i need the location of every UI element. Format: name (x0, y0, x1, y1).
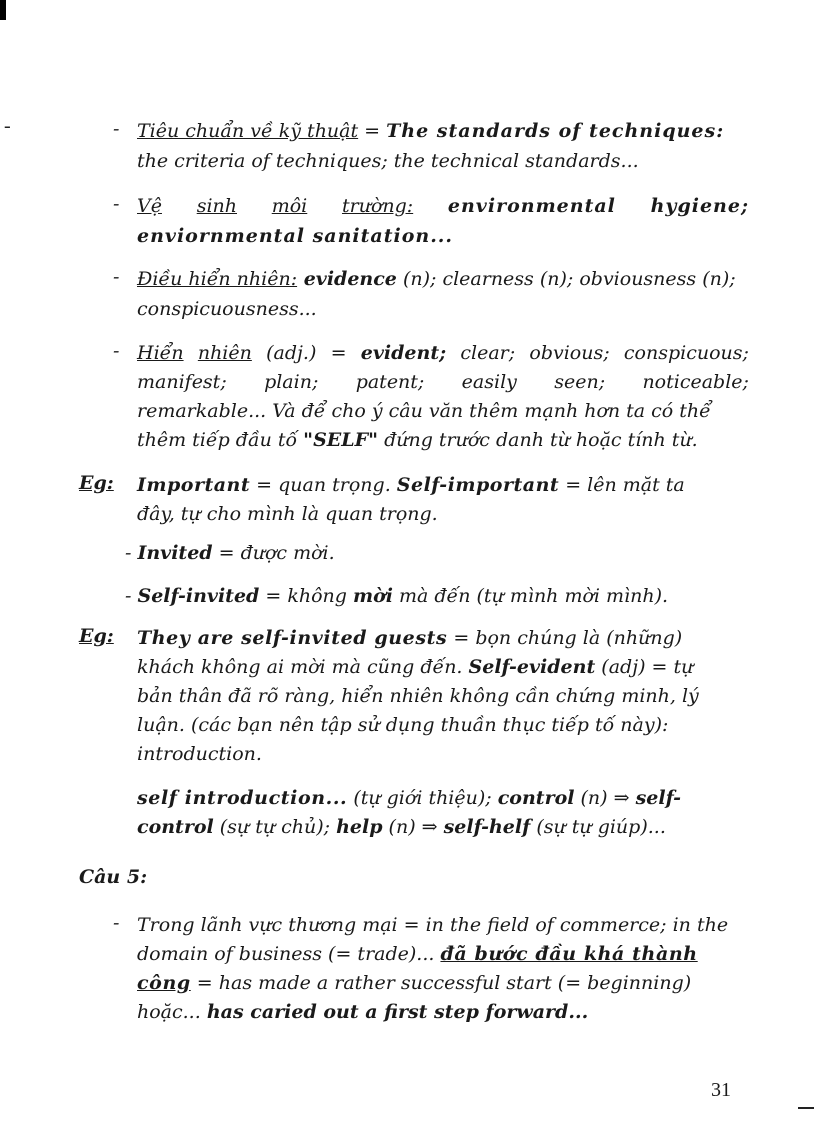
entry-line: Tiêu chuẩn về kỹ thuật = The standards of techniques: (137, 120, 725, 142)
bullet-dash: - (113, 340, 120, 362)
entry-line: remarkable... Và để cho ý câu văn thêm mạnh hơn ta có thể (137, 400, 711, 422)
entry-line: domain of business (= trade)... đã bước đầu khá thành (137, 943, 698, 965)
entry-line: Vệ sinh môi trường: environmental hygiene; (137, 195, 749, 217)
example-label: Eg: (79, 625, 114, 647)
scan-mark: - (4, 115, 11, 137)
example-label: Eg: (79, 472, 114, 494)
bullet-dash: - (113, 118, 120, 140)
example-line: bản thân đã rõ ràng, hiển nhiên không cần chứng minh, lý (137, 685, 699, 707)
entry-line: the criteria of techniques; the technical standards... (137, 150, 639, 172)
entry-line: hoặc... has caried out a first step forward... (137, 1001, 589, 1023)
section-heading: Câu 5: (79, 866, 148, 888)
entry-line: manifest; plain; patent; easily seen; noticeable; (137, 371, 749, 393)
scan-mark (798, 1107, 814, 1109)
entry-line: Trong lãnh vực thương mại = in the field of commerce; in the (137, 914, 729, 936)
entry-line: Điều hiển nhiên: evidence (n); clearness (n); obviousness (n); (137, 268, 736, 290)
example-line: - Self-invited = không mời mà đến (tự mình mời mình). (125, 585, 669, 607)
example-line: luận. (các bạn nên tập sử dụng thuần thục tiếp tố này): (137, 714, 669, 736)
page-number: 31 (711, 1079, 731, 1101)
bullet-dash: - (113, 266, 120, 288)
example-line: đây, tự cho mình là quan trọng. (137, 503, 438, 525)
scan-edge-mark (0, 0, 6, 20)
english-term: The standards of techniques: (386, 120, 725, 142)
entry-line: conspicuousness... (137, 298, 317, 320)
example-line: They are self-invited guests = bọn chúng là (những) (137, 627, 683, 649)
bullet-dash: - (113, 193, 120, 215)
bullet-dash: - (113, 912, 120, 934)
example-line: Important = quan trọng. Self-important = lên mặt ta (137, 474, 685, 496)
paragraph-line: self introduction... (tự giới thiệu); control (n) ⇒ self- (137, 787, 681, 809)
vietnamese-term: Tiêu chuẩn về kỹ thuật (137, 120, 359, 142)
example-line: khách không ai mời mà cũng đến. Self-evident (adj) = tự (137, 656, 694, 678)
entry-line: công = has made a rather successful start (= beginning) (137, 972, 692, 994)
entry-line: thêm tiếp đầu tố "SELF" đứng trước danh từ hoặc tính từ. (137, 429, 698, 451)
example-line: - Invited = được mời. (125, 542, 335, 564)
entry-line: enviornmental sanitation... (137, 225, 454, 247)
entry-line: Hiển nhiên (adj.) = evident; clear; obvious; conspicuous; (137, 342, 749, 364)
example-line: introduction. (137, 743, 262, 765)
paragraph-line: control (sự tự chủ); help (n) ⇒ self-helf (sự tự giúp)... (137, 816, 666, 838)
